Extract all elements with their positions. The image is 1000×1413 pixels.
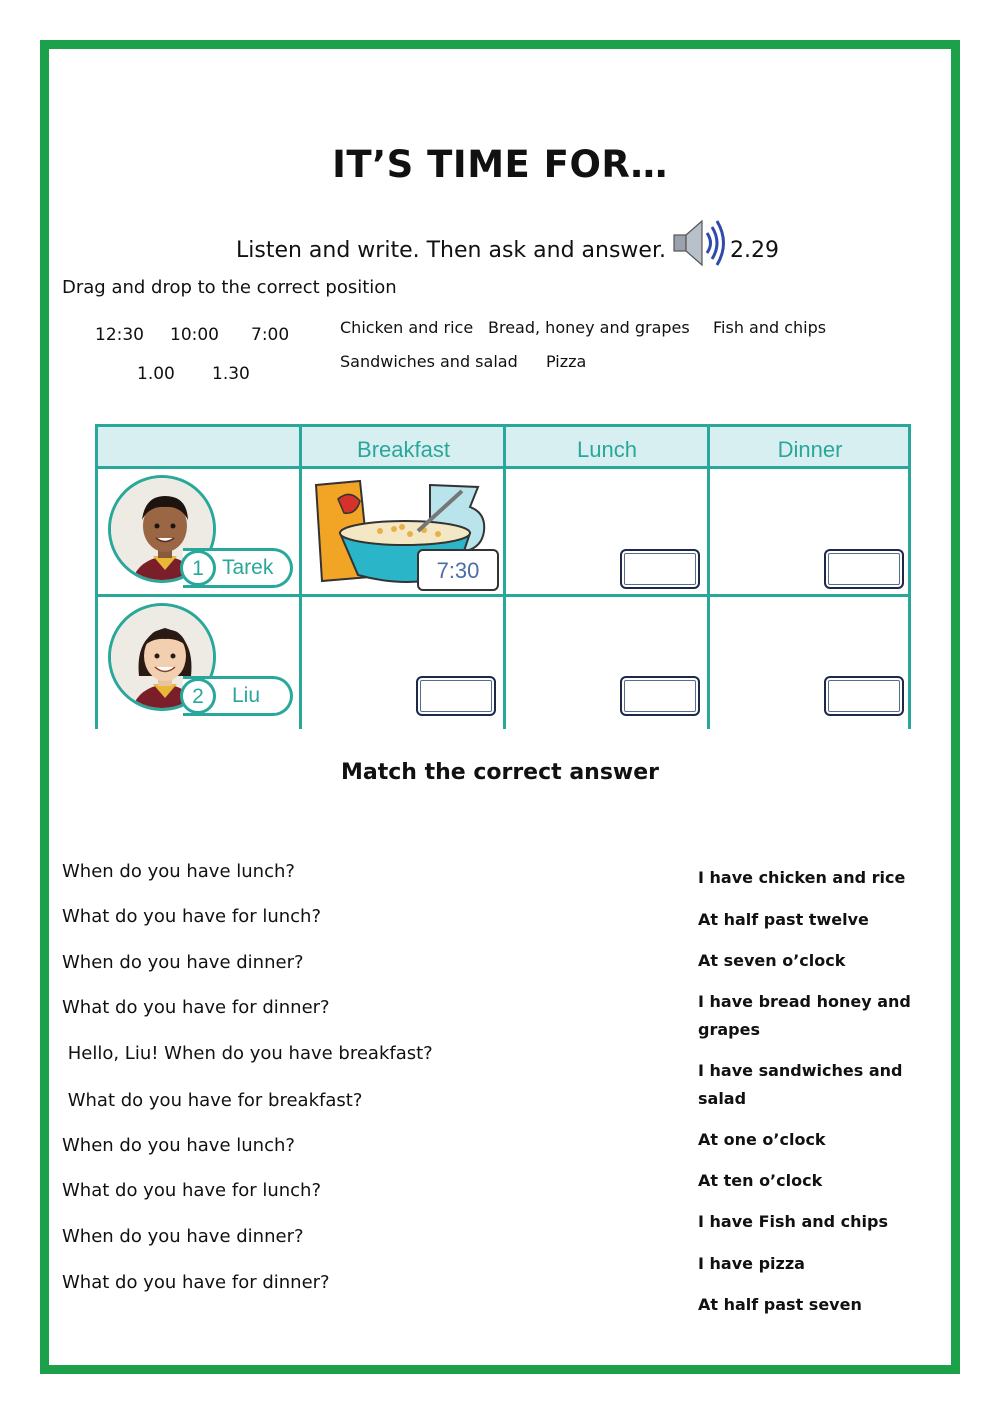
answer-item[interactable]: I have sandwiches and salad — [698, 1061, 903, 1108]
time-chip[interactable]: 7:00 — [251, 325, 290, 345]
track-number: 2.29 — [729, 237, 779, 263]
column-lunch: Lunch — [577, 437, 637, 462]
time-chip[interactable]: 1.30 — [212, 364, 250, 384]
food-chip[interactable]: Chicken and rice — [340, 318, 474, 337]
instruction-text: Listen and write. Then ask and answer. — [236, 237, 666, 263]
answer-item[interactable]: At ten o’clock — [698, 1171, 823, 1190]
question-item[interactable]: What do you have for breakfast? — [62, 1090, 363, 1111]
section-title: Match the correct answer — [340, 760, 660, 785]
answer-item[interactable]: I have chicken and rice — [698, 868, 906, 887]
drop-slot-dinner-tarek[interactable] — [824, 549, 904, 589]
student-name: Tarek — [222, 556, 274, 579]
meal-schedule-table — [95, 424, 911, 729]
food-chip[interactable]: Sandwiches and salad — [340, 352, 518, 371]
time-chip[interactable]: 1.00 — [137, 364, 175, 384]
column-breakfast: Breakfast — [357, 437, 450, 462]
question-item[interactable]: What do you have for lunch? — [62, 906, 322, 927]
student-name: Liu — [232, 684, 261, 707]
speaker-icon[interactable] — [668, 215, 730, 271]
question-item[interactable]: What do you have for dinner? — [62, 997, 330, 1018]
row-number: 1 — [180, 550, 216, 586]
drop-slot-lunch-liu[interactable] — [620, 676, 700, 716]
page-title: IT’S TIME FOR… — [332, 143, 668, 186]
divider — [707, 427, 710, 729]
drop-slot-breakfast-liu[interactable] — [416, 676, 496, 716]
question-item[interactable]: What do you have for lunch? — [62, 1180, 322, 1201]
question-item[interactable]: When do you have lunch? — [62, 861, 295, 882]
column-dinner: Dinner — [777, 437, 843, 462]
question-item[interactable]: What do you have for dinner? — [62, 1272, 330, 1293]
answer-item[interactable]: At half past twelve — [698, 910, 869, 929]
answer-item[interactable]: At one o’clock — [698, 1130, 826, 1149]
question-item[interactable]: When do you have dinner? — [62, 952, 304, 973]
question-item[interactable]: When do you have lunch? — [62, 1135, 295, 1156]
food-chip[interactable]: Bread, honey and grapes — [488, 318, 690, 337]
food-chip[interactable]: Pizza — [546, 352, 587, 371]
question-item[interactable]: When do you have dinner? — [62, 1226, 304, 1247]
time-chip[interactable]: 10:00 — [170, 325, 219, 345]
drop-slot-lunch-tarek[interactable] — [620, 549, 700, 589]
answer-item[interactable]: At seven o’clock — [698, 951, 846, 970]
divider — [299, 427, 302, 729]
answer-item[interactable]: At half past seven — [698, 1295, 862, 1314]
answer-item[interactable]: I have Fish and chips — [698, 1212, 889, 1231]
listen-instruction — [236, 229, 779, 271]
row-number: 2 — [180, 678, 216, 714]
answer-item[interactable]: I have pizza — [698, 1254, 805, 1273]
drop-slot-dinner-liu[interactable] — [824, 676, 904, 716]
question-item[interactable]: Hello, Liu! When do you have breakfast? — [62, 1043, 433, 1064]
time-chip[interactable]: 12:30 — [95, 325, 144, 345]
row-divider — [98, 594, 908, 597]
drag-hint: Drag and drop to the correct position — [62, 277, 397, 298]
breakfast-time-label: 7:30 — [417, 549, 499, 591]
food-chip[interactable]: Fish and chips — [713, 318, 827, 337]
answer-item[interactable]: I have bread honey and grapes — [698, 992, 911, 1039]
divider — [503, 427, 506, 729]
